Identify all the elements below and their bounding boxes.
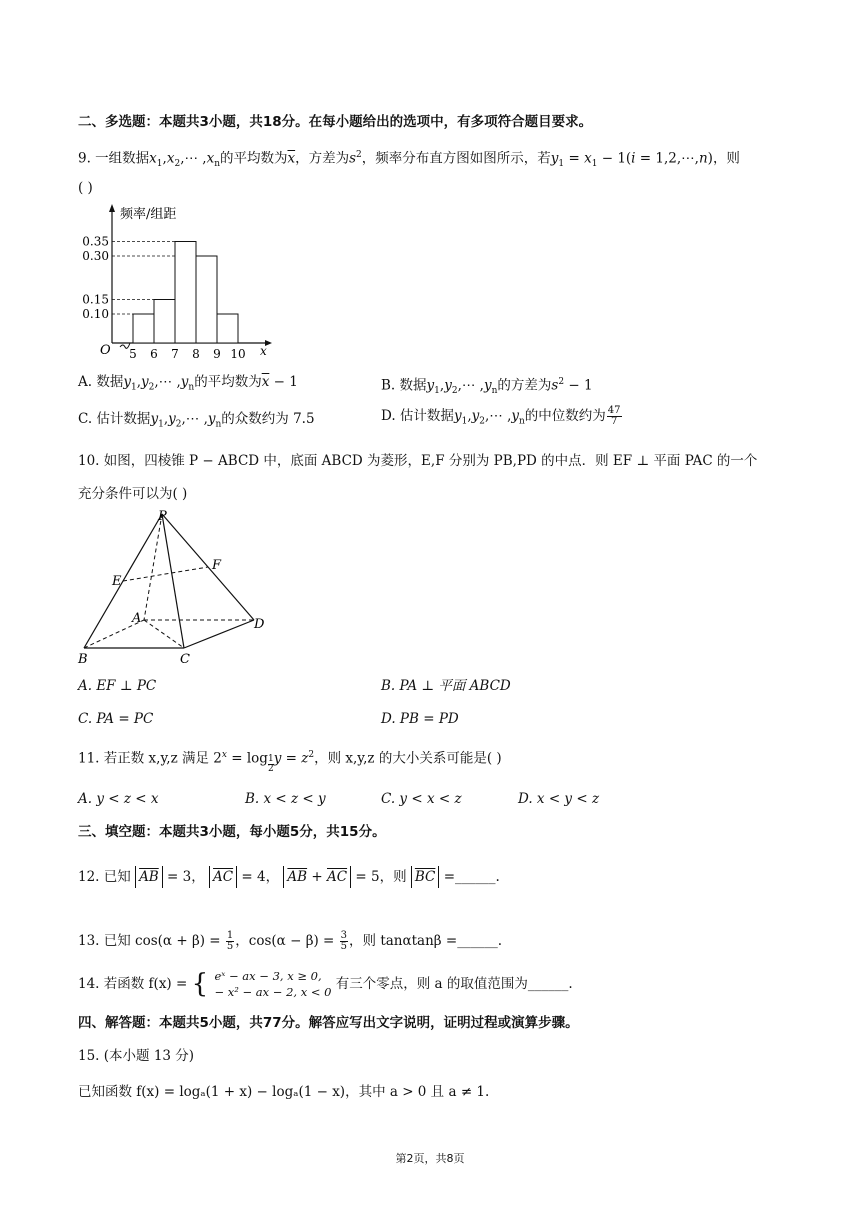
q12-v3: = 5，则 — [355, 869, 407, 885]
q13-pre: 13. 已知 cos(α + β) = — [78, 933, 221, 949]
label-d: D — [254, 617, 265, 632]
q9-option-d-post: 的中位数约为 — [524, 408, 606, 424]
y-tick-label: 0.15 — [82, 292, 109, 307]
question-12-stem — [78, 866, 500, 888]
q10-option-c[interactable]: C. PA = PC — [78, 711, 154, 727]
q9-stem-a: 9. 一组数据 — [78, 150, 150, 167]
q9-option-d-pre: D. 估计数据 — [381, 408, 454, 424]
q12-vector-ac — [209, 866, 237, 888]
q13-fraction-2 — [340, 931, 348, 952]
q14-post: 有三个零点，则 a 的取值范围为______. — [335, 976, 573, 992]
q9-option-a[interactable]: A. 数据$y_1,y_2,\cdots$ $,y_n$的平均数为$\overline{x} - 1$ — [78, 374, 298, 393]
origin-label: O — [100, 343, 111, 358]
q9-option-c[interactable]: C. 估计数据$y_1,y_2,\cdots$ $,y_n$的众数约为 7.5 — [78, 411, 315, 430]
x-axis-label: x — [260, 344, 267, 358]
label-e: E — [112, 574, 122, 589]
q9-option-a-post: 的平均数为 — [194, 374, 262, 390]
x-tick-label: 10 — [230, 347, 246, 361]
label-f: F — [212, 558, 222, 573]
page-footer: 第2页，共8页 — [395, 1152, 465, 1165]
x-tick-label: 6 — [150, 347, 158, 361]
q10-option-a[interactable]: A. EF ⊥ PC — [78, 678, 157, 694]
question-9-paren: ( ) — [78, 180, 93, 196]
q12-vector-sum: $\overline{AB} + \overline{AC}$ — [283, 866, 351, 888]
q14-pre: 14. 若函数 f(x) = — [78, 976, 188, 992]
x-tick-label: 8 — [192, 347, 200, 361]
q9-d-den: 7 — [610, 416, 618, 427]
histogram-bar — [154, 300, 175, 344]
q9-option-a-pre: A. 数据 — [78, 374, 124, 390]
q11-option-a[interactable]: A. y < z < x — [78, 791, 159, 807]
question-10-stem-2: 充分条件可以为( ) — [78, 486, 188, 502]
question-9-stem: 9. 一组数据$x_1,x_2,\cdots$ $,x_n$的平均数为$\overline{x}$，方差为$s^2$，频率分布直方图如图所示，若$y_1 = x_1 - 1(i$ = 1,2,⋯,n)，则 — [78, 150, 740, 170]
q13-f2-den: 5 — [340, 941, 348, 952]
q9-d-num: 47 — [607, 405, 621, 416]
question-10-stem-1: 10. 如图，四棱锥 P − ABCD 中，底面 ABCD 为菱形，E,F 分别为 PB,PD 的中点．则 EF ⊥ 平面 PAC 的一个 — [78, 453, 758, 469]
q12-ab: $\overline{AB}$ — [139, 869, 159, 885]
q13-f1-den: 5 — [226, 941, 234, 952]
question-15-stem: 已知函数 f(x) = logₐ(1 + x) − logₐ(1 − x)，其中 a > 0 且 a ≠ 1. — [78, 1084, 490, 1100]
q12-vector-ab — [135, 866, 163, 888]
q11-option-c[interactable]: C. y < x < z — [381, 791, 462, 807]
q13-f2-num: 3 — [340, 930, 348, 941]
q13-post: ，则 tanαtanβ =______. — [349, 933, 502, 949]
q9-option-d[interactable]: D. 估计数据$y_1,y_2,\cdots$ $,y_n$的中位数约为 $\frac{47}{7}$ — [381, 405, 621, 427]
q14-case-1: eˣ − ax − 3, x ≥ 0, — [214, 969, 322, 983]
section-fill-in-header: 三、填空题：本题共3小题，每小题5分，共15分。 — [78, 824, 386, 840]
q9-option-c-post: 的众数约为 7.5 — [221, 411, 315, 427]
q12-pre: 12. 已知 — [78, 869, 131, 885]
q14-piecewise — [214, 968, 331, 1000]
q9-option-c-pre: C. 估计数据 — [78, 411, 151, 427]
y-axis-arrow — [109, 204, 115, 212]
q11-option-d[interactable]: D. x < y < z — [518, 791, 600, 807]
label-c: C — [180, 652, 190, 667]
x-tick-label: 5 — [129, 347, 137, 361]
q11-stem-a: 11. 若正数 x,y,z 满足 — [78, 750, 209, 767]
q13-mid: ，cos(α − β) = — [235, 933, 335, 949]
q9-stem-b: 的平均数为 — [219, 150, 288, 167]
section-multiple-choice-header: 二、多选题：本题共3小题，共18分。在每小题给出的选项中，有多项符合题目要求。 — [78, 114, 593, 130]
histogram-bar — [133, 314, 154, 343]
x-tick-label: 7 — [171, 347, 179, 361]
section-solution-header: 四、解答题：本题共5小题，共77分。解答应写出文字说明，证明过程或演算步骤。 — [78, 1015, 579, 1031]
histogram-bar — [217, 314, 238, 343]
q9-stem-c: ，方差为 — [295, 150, 350, 167]
y-tick-label: 0.30 — [82, 249, 109, 263]
q9-option-b-post: 的方差为 — [497, 377, 552, 394]
q12-bc: $\overline{BC}$ — [414, 869, 436, 885]
q9-stem-e: ，则 — [712, 150, 740, 167]
q9-option-d-fraction — [607, 406, 622, 427]
label-b: B — [78, 652, 88, 667]
question-14-stem: 14. 若函数 f(x) = { eˣ − ax − 3, x ≥ 0, − x² − ax − 2, x < 0 有三个零点，则 a 的取值范围为______. — [78, 969, 573, 999]
question-13-stem — [78, 931, 502, 952]
label-p: P — [158, 509, 167, 524]
y-axis-label: 频率/组距 — [120, 207, 177, 222]
q12-tail: =______. — [443, 869, 500, 885]
histogram-bar — [196, 256, 217, 343]
q12-v2: = 4， — [241, 869, 280, 885]
frequency-histogram — [82, 200, 290, 365]
q10-option-b[interactable]: B. PA ⊥ 平面 ABCD — [381, 678, 511, 694]
q12-ac: $\overline{AC}$ — [213, 869, 234, 885]
q9-stem-d: ，频率分布直方图如图所示，若 — [361, 150, 551, 167]
q11-option-b[interactable]: B. x < z < y — [245, 791, 326, 807]
question-11-stem: 11. 若正数 x,y,z 满足 $2^x = \log$ $\frac{1}{2}$ $y = z^2$，则 x,y,z 的大小关系可能是( ) — [78, 750, 502, 774]
q10-option-d[interactable]: D. PB = PD — [381, 711, 459, 727]
pyramid-diagram — [76, 508, 276, 668]
q9-option-b[interactable]: B. 数据$y_1,y_2,\cdots$ $,y_n$的方差为$s^2 - 1$ — [381, 377, 593, 397]
y-tick-label: 0.35 — [82, 234, 109, 249]
label-a: A — [132, 611, 142, 626]
histogram-bars — [133, 242, 238, 344]
q11-stem-b: ，则 x,y,z 的大小关系可能是( ) — [314, 750, 502, 767]
q14-case-2: − x² − ax − 2, x < 0 — [214, 985, 332, 999]
q13-f1-num: 1 — [226, 930, 234, 941]
histogram-bar — [175, 242, 196, 344]
q13-fraction-1 — [226, 931, 234, 952]
y-tick-label: 0.10 — [82, 307, 109, 321]
q12-v1: = 3， — [167, 869, 205, 885]
x-tick-label: 9 — [213, 347, 221, 361]
q9-option-b-pre: B. 数据 — [381, 377, 427, 394]
q12-vector-bc — [411, 866, 440, 888]
question-15-title: 15. (本小题 13 分) — [78, 1048, 195, 1064]
